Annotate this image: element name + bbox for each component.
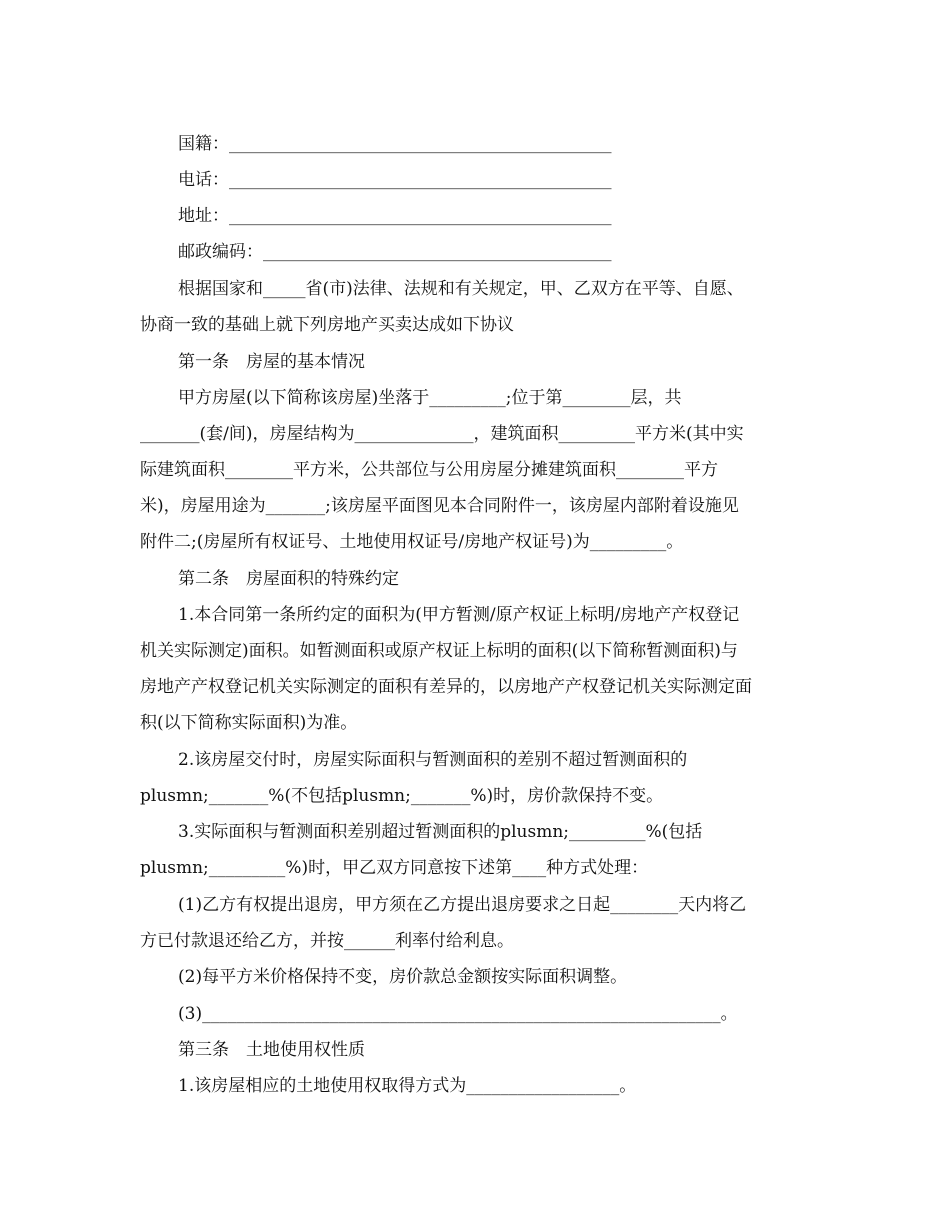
nationality-line: 国籍：_____________________________________________ xyxy=(178,134,612,154)
article-3-item-1: 1.该房屋相应的土地使用权取得方式为__________________。 xyxy=(178,1076,637,1096)
option-2-line: (2)每平方米价格保持不变，房价款总金额按实际面积调整。 xyxy=(178,967,628,987)
article-1-line-5: 附件二;(房屋所有权证号、土地使用权证号/房地产权证号)为_________。 xyxy=(140,532,684,552)
article-3-heading: 第三条 土地使用权性质 xyxy=(178,1040,365,1060)
option-1-line-1: (1)乙方有权提出退房，甲方须在乙方提出退房要求之日起________天内将乙 xyxy=(178,895,747,915)
article-2-heading: 第二条 房屋面积的特殊约定 xyxy=(178,569,399,589)
article-2-item-1-line-2: 机关实际测定)面积。如暂测面积或原产权证上标明的面积(以下简称暂测面积)与 xyxy=(140,641,738,661)
article-2-item-2-line-2: plusmn;_______%(不包括plusmn;_______%)时，房价款保持不变。 xyxy=(140,786,664,806)
article-2-item-1-line-3: 房地产产权登记机关实际测定的面积有差异的，以房地产产权登记机关实际测定面 xyxy=(140,677,752,697)
option-1-line-2: 方已付款退还给乙方，并按______利率付给利息。 xyxy=(140,931,514,951)
article-2-item-3-line-1: 3.实际面积与暂测面积差别超过暂测面积的plusmn;_________%(包括 xyxy=(178,822,703,842)
article-1-line-4: 米)，房屋用途为_______;该房屋平面图见本合同附件一，该房屋内部附着设施见 xyxy=(140,496,739,516)
postcode-line: 邮政编码：_________________________________________ xyxy=(178,242,612,262)
article-2-item-1-line-4: 积(以下简称实际面积)为准。 xyxy=(140,713,358,733)
article-1-heading: 第一条 房屋的基本情况 xyxy=(178,352,365,372)
article-1-line-3: 际建筑面积________平方米，公共部位与公用房屋分摊建筑面积________平方 xyxy=(140,460,718,480)
address-line: 地址：_____________________________________________ xyxy=(178,206,612,226)
intro-line-1: 根据国家和_____省(市)法律、法规和有关规定，甲、乙双方在平等、自愿、 xyxy=(178,279,744,299)
article-2-item-1-line-1: 1.本合同第一条所约定的面积为(甲方暂测/原产权证上标明/房地产产权登记 xyxy=(178,605,740,625)
intro-line-2: 协商一致的基础上就下列房地产买卖达成如下协议 xyxy=(140,315,514,335)
phone-line: 电话：_____________________________________________ xyxy=(178,170,612,190)
article-1-line-2: _______(套/间)，房屋结构为______________，建筑面积_________平方米(其中实 xyxy=(140,424,744,444)
option-3-line: (3)_____________________________________________________________。 xyxy=(178,1004,738,1024)
article-1-line-1: 甲方房屋(以下简称该房屋)坐落于_________;位于第________层，共 xyxy=(178,388,682,408)
article-2-item-3-line-2: plusmn;_________%)时，甲乙双方同意按下述第____种方式处理： xyxy=(140,858,649,878)
article-2-item-2-line-1: 2.该房屋交付时，房屋实际面积与暂测面积的差别不超过暂测面积的 xyxy=(178,750,688,770)
